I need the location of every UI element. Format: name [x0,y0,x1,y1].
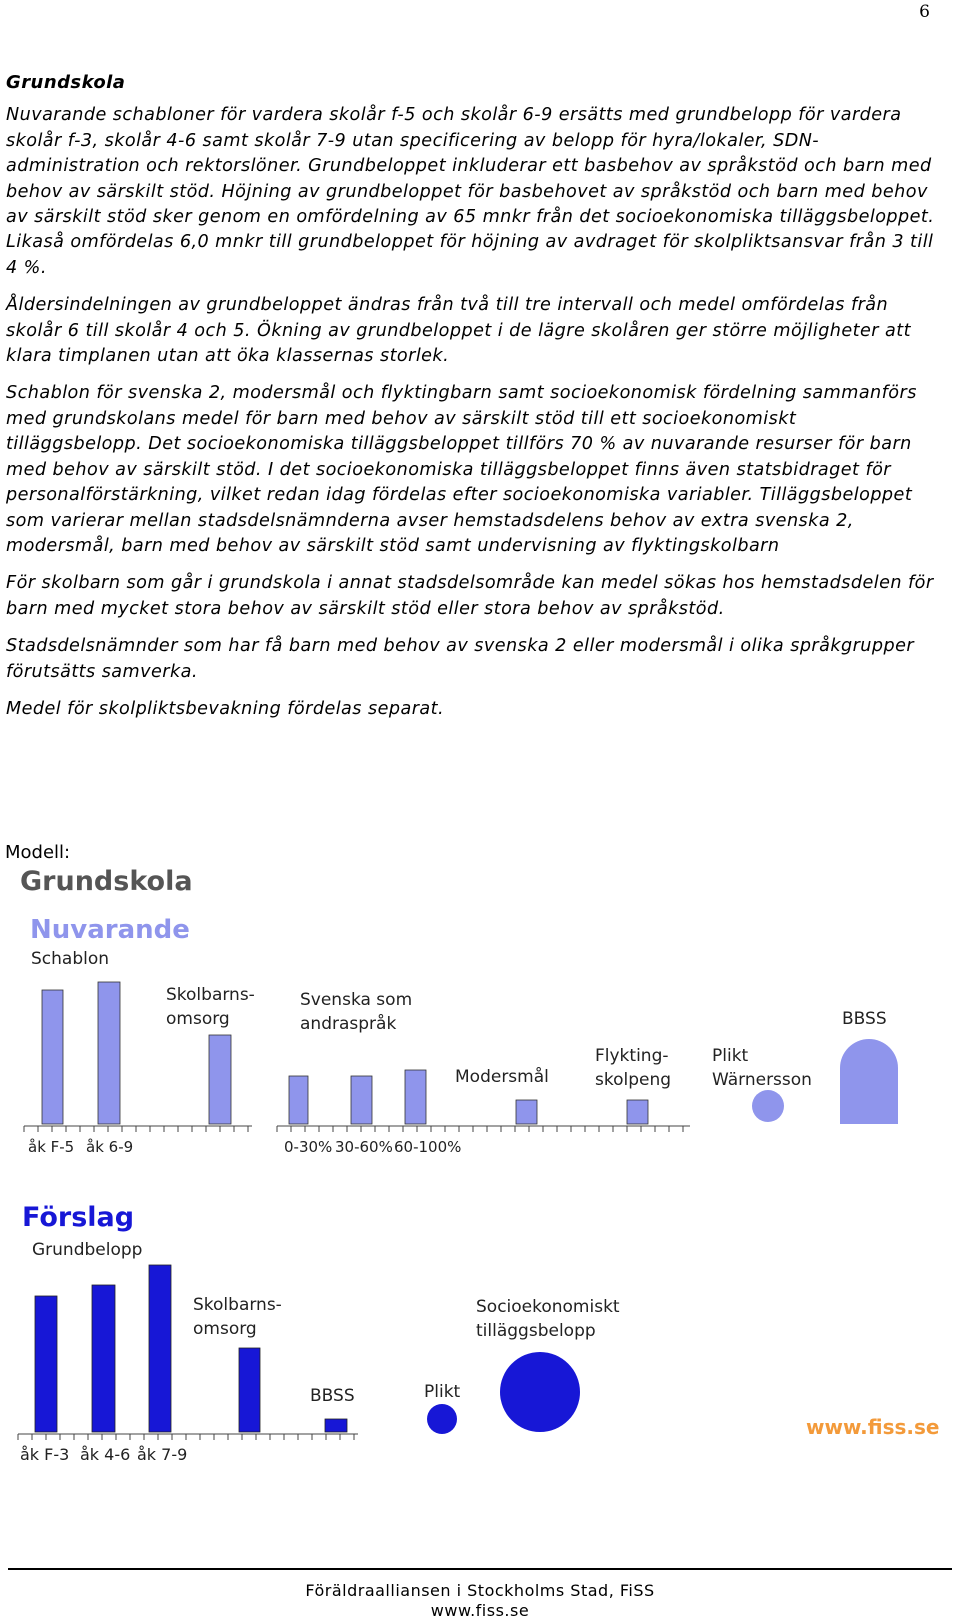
diagram-title: Grundskola [20,866,193,897]
circle-socioekonomiskt [500,1352,580,1432]
paragraph: Åldersindelningen av grundbeloppet ändras från två till tre intervall och medel omfördelas från skolår 6 till skolår 4 och 5. Ökning av grundbeloppet i de lägre skolåren ger större möjligheter att klara timplanen utan att öka klassernas storlek. [6,295,911,367]
model-diagram [0,860,960,1500]
bar-svenska-60-100 [405,1070,426,1124]
bar-modersmal [516,1100,537,1124]
circle-plikt [427,1404,457,1434]
skolbarnsomsorg-label-2: omsorg [166,1009,230,1029]
page-number: 6 [919,2,930,22]
footer-org: Föräldraalliansen i Stockholms Stad, FiSS [305,1581,655,1600]
tick-label-46: åk 4-6 [80,1445,131,1464]
paragraph: Medel för skolpliktsbevakning fördelas separat. [6,698,444,719]
plikt-label-2: Wärnersson [712,1070,812,1090]
socio-label-2: tilläggsbelopp [476,1321,596,1341]
page-footer [0,1581,960,1621]
skolbarnsomsorg-label-1: Skolbarns- [166,985,255,1005]
bar-svenska-0-30 [289,1076,308,1124]
modersmal-label: Modersmål [455,1067,549,1087]
skolbarnsomsorg-forslag-label-1: Skolbarns- [193,1295,282,1315]
tick-label-f3: åk F-3 [20,1445,70,1464]
bar-schablon-69 [98,982,120,1124]
bar-schablon-f5 [42,990,63,1124]
schablon-label: Schablon [31,949,110,969]
svenska-label-2: andraspråk [300,1014,397,1034]
tick-label-79: åk 7-9 [137,1445,188,1464]
bar-flyktingskolpeng [627,1100,648,1124]
flykting-label-1: Flykting- [595,1046,669,1066]
shape-bbss [840,1039,898,1124]
bbss-label: BBSS [842,1009,887,1029]
skolbarnsomsorg-forslag-label-2: omsorg [193,1319,257,1339]
bbss-forslag-label: BBSS [310,1386,355,1406]
tick-label-30-60: 30-60% [335,1138,393,1156]
socio-label-1: Socioekonomiskt [476,1297,620,1317]
plikt-label-1: Plikt [712,1046,749,1066]
bar-grundbelopp-79 [149,1265,171,1432]
footer-url[interactable]: www.fiss.se [430,1601,530,1620]
paragraph: För skolbarn som går i grundskola i annat stadsdelsområde kan medel sökas hos hemstadsdelen för barn med mycket stora behov av särskilt stöd eller stora behov av språkstöd. [6,573,934,619]
plikt-forslag-label: Plikt [424,1382,461,1402]
tick-label-f5: åk F-5 [28,1138,75,1156]
bar-skolbarnsomsorg [209,1035,231,1124]
footer-divider [8,1568,952,1570]
svenska-label-1: Svenska som [300,990,413,1010]
forslag-heading: Förslag [22,1202,135,1233]
paragraph: Stadsdelsnämnder som har få barn med behov av svenska 2 eller modersmål i olika språkgrupper förutsätts samverka. [6,636,915,682]
circle-plikt-warnersson [752,1090,784,1122]
tick-label-0-30: 0-30% [284,1138,333,1156]
paragraph: Schablon för svenska 2, modersmål och flyktingbarn samt socioekonomisk fördelning sammanförs med grundskolans medel för barn med behov av särskilt stöd till ett socioekonomiskt tilläggsbelopp. Det socioekonomiska tilläggsbeloppet tillförs 70 % av nuvarande resurser för barn med behov av särskilt stöd. I det socioekonomiska tilläggsbeloppet finns även statsbidraget för personalförstärkning, vilket redan idag fördelas efter socioekonomiska variabler. Tilläggsbeloppet som varierar mellan stadsdelsnämnderna avser hemstadsdelens behov av extra svenska 2, modersmål, barn med behov av särskilt stöd samt undervisning av flyktingskolbarn [6,383,917,556]
nuvarande-heading: Nuvarande [30,915,190,945]
document-body [6,70,936,734]
tick-label-69: åk 6-9 [86,1138,134,1156]
bar-skolbarnsomsorg-forslag [239,1348,260,1432]
section-heading: Grundskola [6,72,126,93]
watermark-logo: www.fiss.se [806,1415,940,1439]
paragraph: Nuvarande schabloner för vardera skolår f-5 och skolår 6-9 ersätts med grundbelopp för vardera skolår f-3, skolår 4-6 samt skolår 7-9 utan specificering av belopp för hyra/lokaler, SDN-administration och rektorslöner. Grundbeloppet inkluderar ett basbehov av språkstöd och barn med behov av särskilt stöd. Höjning av grundbeloppet för basbehovet av språkstöd och barn med behov av särskilt stöd sker genom en omfördelning av 65 mnkr från det socioekonomiska tilläggsbeloppet. Likaså omfördelas 6,0 mnkr till grundbeloppet för höjning av avdraget för skolpliktsansvar från 3 till 4 %. [6,105,935,278]
bar-grundbelopp-f3 [35,1296,57,1432]
flykting-label-2: skolpeng [595,1070,672,1090]
grundbelopp-label: Grundbelopp [32,1240,143,1260]
tick-label-60-100: 60-100% [394,1138,462,1156]
bar-svenska-30-60 [351,1076,372,1124]
model-label: Modell: [5,842,71,863]
bar-grundbelopp-46 [92,1285,115,1432]
bar-bbss-forslag [325,1419,347,1432]
